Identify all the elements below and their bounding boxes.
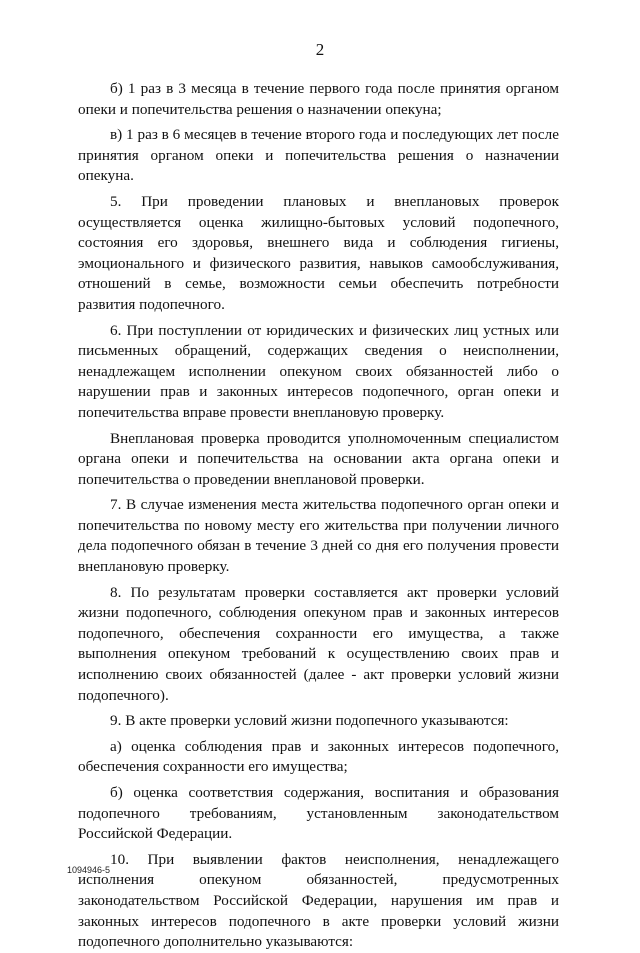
paragraph-9b: б) оценка соответствия содержания, воспитания и образования подопечного требованиям, установленным законодательством Российской Федерации.	[78, 784, 559, 843]
paragraph-6: 6. При поступлении от юридических и физических лиц устных или письменных обращений, содержащих сведения о неисполнении, ненадлежащем исполнении опекуном своих обязанностей либо о нарушении прав и законных интересов подопечного, орган опеки и попечительства вправе провести внеплановую проверку.	[78, 321, 559, 421]
paragraph-5: 5. При проведении плановых и внеплановых проверок осуществляется оценка жилищно-бытовых условий подопечного, состояния его здоровья, внешнего вида и соблюдения гигиены, эмоционального и физического развития, навыков самообслуживания, отношений в семье, возможности семьи обеспечить потребности развития подопечного.	[78, 192, 559, 313]
page-number: 2	[315, 40, 325, 59]
paragraph-9a: а) оценка соблюдения прав и законных интересов подопечного, обеспечения сохранности его имущества;	[78, 737, 559, 776]
document-body	[78, 79, 559, 953]
document-code: 1094946-5	[67, 865, 111, 875]
paragraph-9: 9. В акте проверки условий жизни подопечного указываются:	[110, 712, 509, 730]
paragraph-10: 10. При выявлении фактов неисполнения, ненадлежащего исполнения опекуном обязанностей, предусмотренных законодательством Российской Федерации, нарушения им прав и законных интересов подопечного в акте проверки условий жизни подопечного дополнительно указываются:	[78, 850, 559, 951]
paragraph-7: 7. В случае изменения места жительства подопечного орган опеки и попечительства по новому месту его жительства при получении личного дела подопечного обязан в течение 3 дней со дня его получения провести внеплановую проверку.	[78, 496, 559, 576]
paragraph-8: 8. По результатам проверки составляется акт проверки условий жизни подопечного, соблюдения опекуном прав и законных интересов подопечного, обеспечения сохранности его имущества, а также выполнения опекуном требований к осуществлению своих прав и исполнению своих обязанностей (далее - акт проверки условий жизни подопечного).	[78, 583, 559, 704]
paragraph-1v: в) 1 раз в 6 месяцев в течение второго года и последующих лет после принятия органом опеки и попечительства решения о назначении опекуна.	[78, 126, 559, 185]
paragraph-1b: б) 1 раз в 3 месяца в течение первого года после принятия органом опеки и попечительства решения о назначении опекуна;	[78, 80, 559, 118]
paragraph-6-unplanned: Внеплановая проверка проводится уполномоченным специалистом органа опеки и попечительства на основании акта органа опеки и попечительства о проведении внеплановой проверки.	[78, 429, 559, 488]
